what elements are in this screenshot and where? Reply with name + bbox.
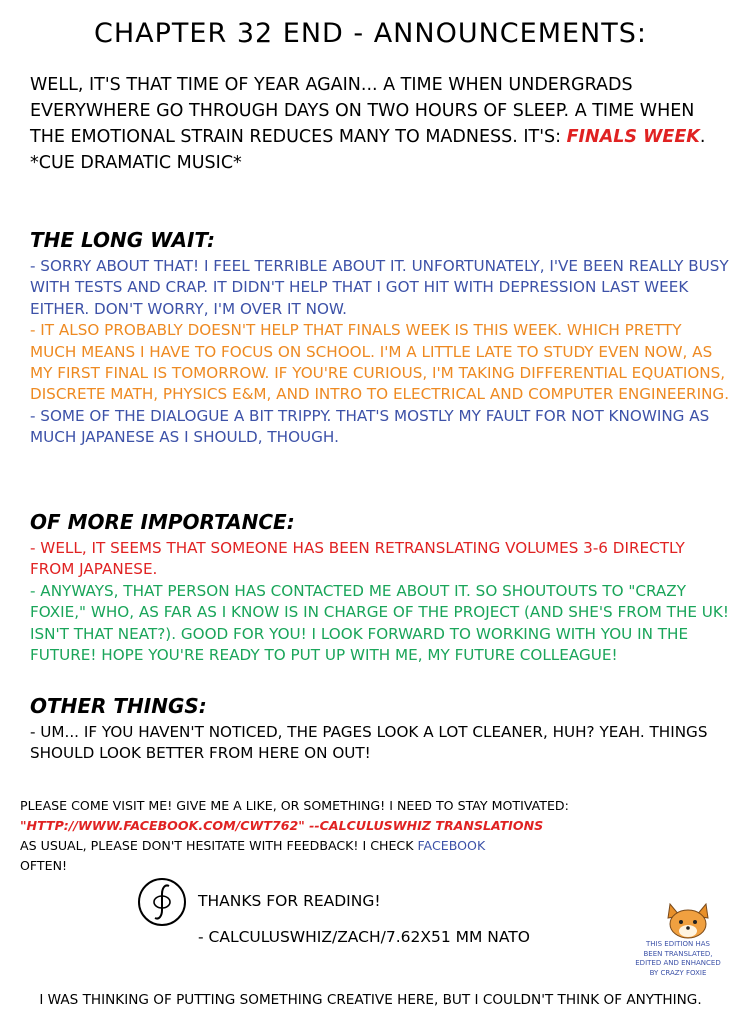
signature-text: - CALCULUSWHIZ/ZACH/7.62X51 MM NATO	[198, 928, 530, 946]
page-title: CHAPTER 32 END - ANNOUNCEMENTS:	[94, 18, 647, 49]
importance-item: - ANYWAYS, THAT PERSON HAS CONTACTED ME ABOUT IT. SO SHOUTOUTS TO "CRAZY FOXIE," WHO, AS FAR AS I KNOW IS IN CHARGE OF THE PROJECT (AND SHE'S FROM THE UK! ISN'T THAT NEAT?). GOOD FOR YOU! I LOOK FORWARD TO WORKING WITH YOU IN THE FUTURE! HOPE YOU'RE READY TO PUT UP WITH ME, MY FUTURE COLLEAGUE!	[30, 581, 729, 665]
footer-text: I WAS THINKING OF PUTTING SOMETHING CREATIVE HERE, BUT I COULDN'T THINK OF ANYTHING.	[39, 992, 702, 1008]
long-wait-section	[30, 256, 730, 449]
integral-logo-icon	[136, 876, 188, 928]
feedback-line	[20, 836, 720, 876]
importance-item: - WELL, IT SEEMS THAT SOMEONE HAS BEEN RETRANSLATING VOLUMES 3-6 DIRECTLY FROM JAPANESE.	[30, 539, 685, 579]
credit-line: THIS EDITION HAS	[646, 940, 710, 948]
intro-text-before: WELL, IT'S THAT TIME OF YEAR AGAIN... A TIME WHEN UNDERGRADS EVERYWHERE GO THROUGH DAYS ON TWO HOURS OF SLEEP. A TIME WHEN THE EMOTIONAL STRAIN REDUCES MANY TO MADNESS. IT'S:	[30, 75, 695, 147]
other-things-heading: OTHER THINGS:	[30, 694, 207, 718]
long-wait-item: - IT ALSO PROBABLY DOESN'T HELP THAT FINALS WEEK IS THIS WEEK. WHICH PRETTY MUCH MEANS I HAVE TO FOCUS ON SCHOOL. I'M A LITTLE LATE TO STUDY EVEN NOW, AS MY FIRST FINAL IS TOMORROW. IF YOU'RE CURIOUS, I'M TAKING DIFFERENTIAL EQUATIONS, DISCRETE MATH, PHYSICS E&M, AND INTRO TO ELECTRICAL AND COMPUTER ENGINEERING.	[30, 321, 730, 404]
facebook-word: FACEBOOK	[417, 838, 486, 853]
importance-heading: OF MORE IMPORTANCE:	[30, 510, 295, 534]
fox-mascot-icon	[660, 900, 716, 942]
visit-line: PLEASE COME VISIT ME! GIVE ME A LIKE, OR SOMETHING! I NEED TO STAY MOTIVATED:	[20, 798, 569, 813]
thanks-text: THANKS FOR READING!	[198, 892, 381, 910]
other-things-section	[30, 722, 730, 765]
credit-line: BY CRAZY FOXIE	[649, 968, 707, 977]
intro-text-after: . *CUE DRAMATIC MUSIC*	[30, 127, 706, 173]
crazy-foxie-credit	[618, 940, 738, 978]
importance-section	[30, 538, 730, 666]
long-wait-item: - SORRY ABOUT THAT! I FEEL TERRIBLE ABOUT IT. UNFORTUNATELY, I'VE BEEN REALLY BUSY WITH TESTS AND CRAP. IT DIDN'T HELP THAT I GOT HIT WITH DEPRESSION LAST WEEK EITHER. DON'T WORRY, I'M OVER IT NOW.	[30, 257, 729, 318]
credit-line: EDITED AND ENHANCED	[635, 959, 721, 967]
intro-paragraph	[30, 72, 720, 176]
feedback-text: AS USUAL, PLEASE DON'T HESITATE WITH FEEDBACK! I CHECK	[20, 838, 418, 853]
finals-week-highlight: FINALS WEEK	[566, 127, 700, 147]
long-wait-item: - SOME OF THE DIALOGUE A BIT TRIPPY. THAT'S MOSTLY MY FAULT FOR NOT KNOWING AS MUCH JAPANESE AS I SHOULD, THOUGH.	[30, 406, 710, 447]
visit-block	[20, 796, 720, 876]
facebook-link[interactable]: "HTTP://WWW.FACEBOOK.COM/CWT762" --CALCULUSWHIZ TRANSLATIONS	[20, 818, 544, 833]
long-wait-heading: THE LONG WAIT:	[30, 228, 215, 252]
other-things-item: - UM... IF YOU HAVEN'T NOTICED, THE PAGES LOOK A LOT CLEANER, HUH? YEAH. THINGS SHOULD LOOK BETTER FROM HERE ON OUT!	[30, 723, 708, 763]
credit-line: BEEN TRANSLATED,	[643, 949, 713, 958]
feedback-text-end: OFTEN!	[20, 858, 68, 873]
